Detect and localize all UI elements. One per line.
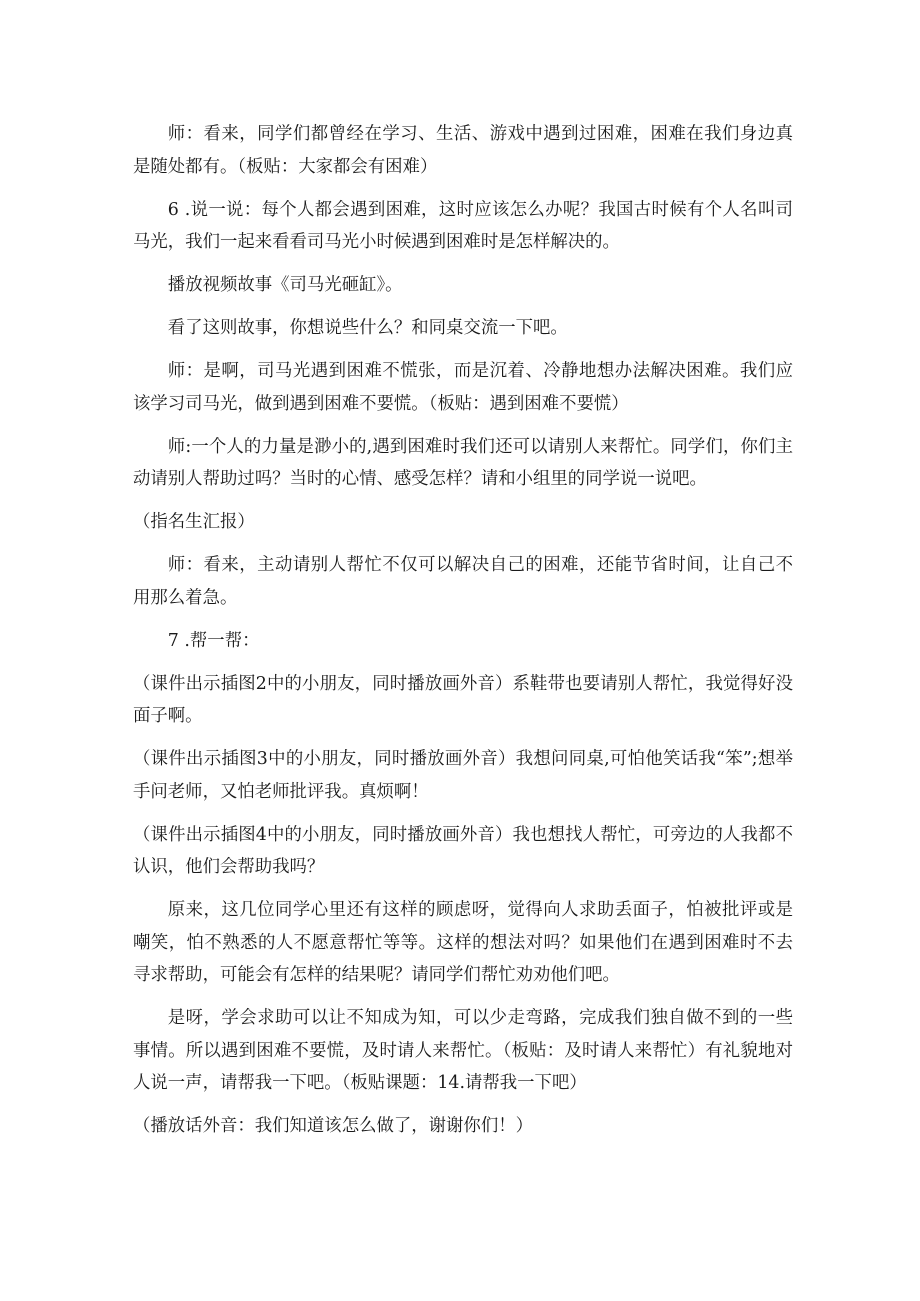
- paragraph: 看了这则故事，你想说些什么？和同桌交流一下吧。: [167, 318, 568, 338]
- paragraph: 播放视频故事《司马光砸缸》。: [167, 275, 403, 295]
- paragraph: （指名生汇报）: [133, 512, 255, 532]
- paragraph: （课件出示插图2中的小朋友，同时播放画外音）系鞋带也要请别人帮忙，我觉得好没面子啊。: [133, 673, 793, 726]
- paragraph: （课件出示插图4中的小朋友，同时播放画外音）我也想找人帮忙，可旁边的人我都不认识，他们会帮助我吗？: [133, 824, 793, 877]
- paragraph: 7 .帮一帮：: [167, 630, 260, 651]
- paragraph: 师：看来，同学们都曾经在学习、生活、游戏中遇到过困难，困难在我们身边真是随处都有。（板贴：大家都会有困难）: [133, 124, 793, 177]
- document-body: [133, 118, 793, 1153]
- paragraph: 是呀，学会求助可以让不知成为知，可以少走弯路，完成我们独自做不到的一些事情。所以遇到困难不要慌，及时请人来帮忙。（板贴：及时请人来帮忙）有礼貌地对人说一声，请帮我一下吧。（板贴课题：14.请帮我一下吧）: [133, 1008, 793, 1093]
- paragraph: 师：看来，主动请别人帮忙不仅可以解决自己的困难，还能节省时间，让自己不用那么着急。: [133, 555, 793, 608]
- paragraph: 师:一个人的力量是渺小的,遇到困难时我们还可以请别人来帮忙。同学们，你们主动请别人帮助过吗？当时的心情、感受怎样？请和小组里的同学说一说吧。: [133, 436, 793, 489]
- paragraph: 6 .说一说：每个人都会遇到困难，这时应该怎么办呢？我国古时候有个人名叫司马光，我们一起来看看司马光小时候遇到困难时是怎样解决的。: [133, 199, 793, 252]
- paragraph: 原来，这几位同学心里还有这样的顾虑呀，觉得向人求助丢面子，怕被批评或是嘲笑，怕不熟悉的人不愿意帮忙等等。这样的想法对吗？如果他们在遇到困难时不去寻求帮助，可能会有怎样的结果呢？请同学们帮忙劝劝他们吧。: [133, 900, 793, 985]
- paragraph: 师：是啊，司马光遇到困难不慌张，而是沉着、冷静地想办法解决困难。我们应该学习司马光，做到遇到困难不要慌。（板贴：遇到困难不要慌）: [133, 361, 793, 414]
- paragraph: （课件出示插图3中的小朋友，同时播放画外音）我想问同桌,可怕他笑话我“笨”;想举手问老师，又怕老师批评我。真烦啊！: [133, 749, 793, 802]
- paragraph: （播放话外音：我们知道该怎么做了，谢谢你们！）: [133, 1116, 533, 1136]
